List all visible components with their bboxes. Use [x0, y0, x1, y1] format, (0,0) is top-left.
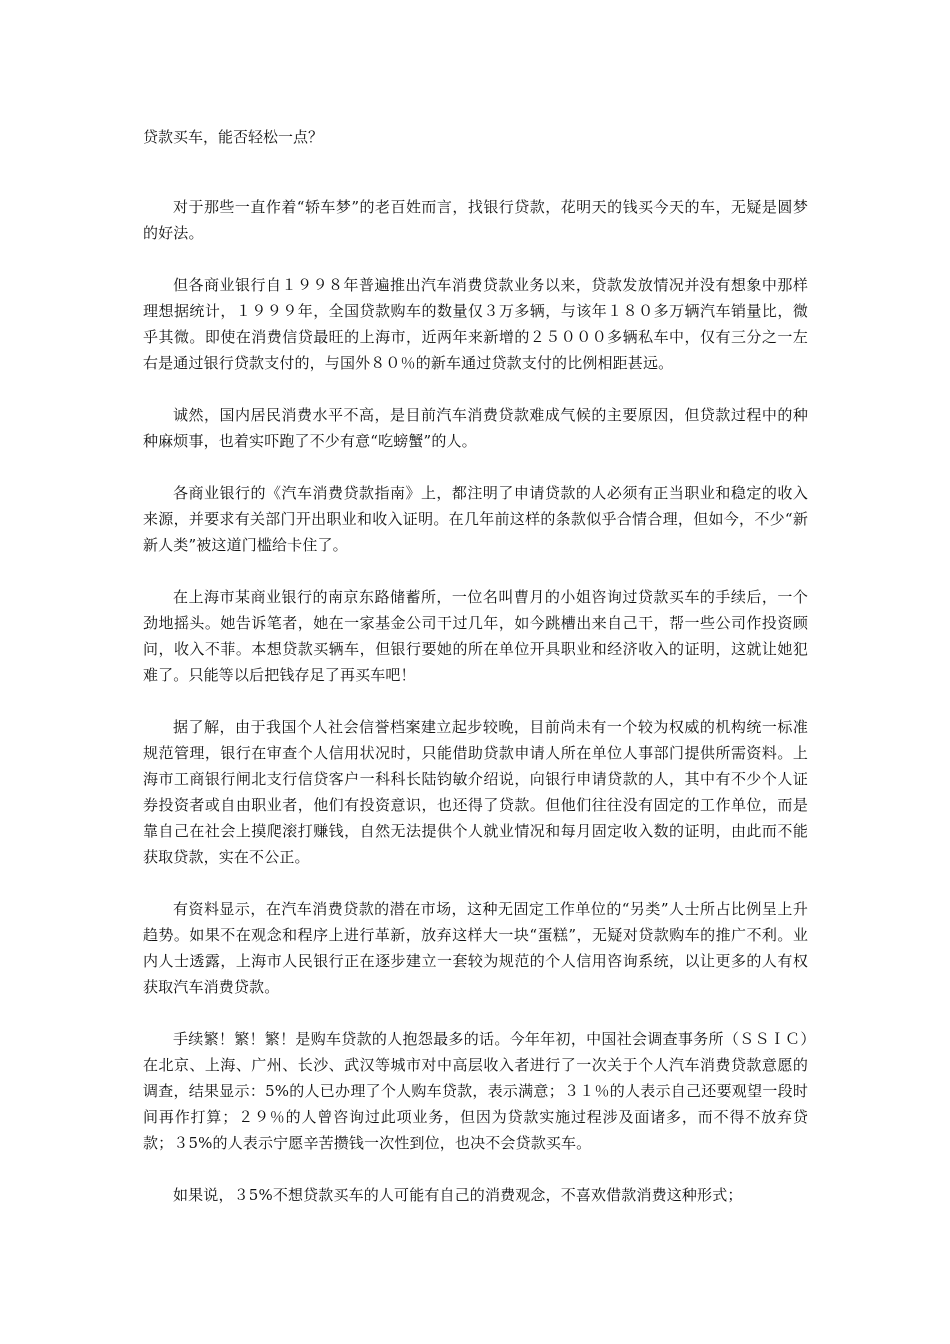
- paragraph-8: 手续繁！繁！繁！是购车贷款的人抱怨最多的话。今年年初，中国社会调查事务所（ＳＳＩＣ）在北京、上海、广州、长沙、武汉等城市对中高层收入者进行了一次关于个人汽车消费贷款意愿的调查，结果显示：5%的人已办理了个人购车贷款，表示满意；３１％的人表示自己还要观望一段时间再作打算；２９％的人曾咨询过此项业务，但因为贷款实施过程涉及面诸多，而不得不放弃贷款；３5%的人表示宁愿辛苦攒钱一次性到位，也决不会贷款买车。: [143, 1030, 808, 1152]
- paragraph-9: 如果说，３5%不想贷款买车的人可能有自己的消费观念，不喜欢借款消费这种形式；: [173, 1186, 743, 1204]
- paragraph-2: 但各商业银行自１９９８年普遍推出汽车消费贷款业务以来，贷款发放情况并没有想象中那样理想据统计，１９９９年，全国贷款购车的数量仅３万多辆，与该年１８０多万辆汽车销量比，微乎其微。即使在消费信贷最旺的上海市，近两年来新增的２５０００多辆私车中，仅有三分之一左右是通过银行贷款支付的，与国外８０％的新车通过贷款支付的比例相距甚远。: [143, 276, 808, 372]
- paragraph-7: 有资料显示，在汽车消费贷款的潜在市场，这种无固定工作单位的“另类”人士所占比例呈上升趋势。如果不在观念和程序上进行革新，放弃这样大一块“蛋糕”，无疑对贷款购车的推广不利。业内人士透露，上海市人民银行正在逐步建立一套较为规范的个人信用咨询系统，以让更多的人有权获取汽车消费贷款。: [143, 900, 808, 996]
- paragraph-6: 据了解，由于我国个人社会信誉档案建立起步较晚，目前尚未有一个较为权威的机构统一标准规范管理，银行在审查个人信用状况时，只能借助贷款申请人所在单位人事部门提供所需资料。上海市工商银行闸北支行信贷客户一科科长陆钧敏介绍说，向银行申请贷款的人，其中有不少个人证券投资者或自由职业者，他们有投资意识，也还得了贷款。但他们往往没有固定的工作单位，而是靠自己在社会上摸爬滚打赚钱，自然无法提供个人就业情况和每月固定收入数的证明，由此而不能获取贷款，实在不公正。: [143, 718, 808, 866]
- document-title: 贷款买车，能否轻松一点？: [143, 128, 324, 146]
- paragraph-3: 诚然，国内居民消费水平不高，是目前汽车消费贷款难成气候的主要原因，但贷款过程中的种种麻烦事，也着实吓跑了不少有意“吃螃蟹”的人。: [143, 406, 808, 450]
- paragraph-5: 在上海市某商业银行的南京东路储蓄所，一位名叫曹月的小姐咨询过贷款买车的手续后，一个劲地摇头。她告诉笔者，她在一家基金公司干过几年，如今跳槽出来自己干，帮一些公司作投资顾问，收入不菲。本想贷款买辆车，但银行要她的所在单位开具职业和经济收入的证明，这就让她犯难了。只能等以后把钱存足了再买车吧！: [143, 588, 808, 684]
- paragraph-4: 各商业银行的《汽车消费贷款指南》上，都注明了申请贷款的人必须有正当职业和稳定的收入来源，并要求有关部门开出职业和收入证明。在几年前这样的条款似乎合情合理，但如今，不少“新新人类”被这道门槛给卡住了。: [143, 484, 808, 554]
- paragraph-1: 对于那些一直作着“轿车梦”的老百姓而言，找银行贷款，花明天的钱买今天的车，无疑是圆梦的好法。: [143, 198, 808, 242]
- document-body: [143, 194, 808, 1234]
